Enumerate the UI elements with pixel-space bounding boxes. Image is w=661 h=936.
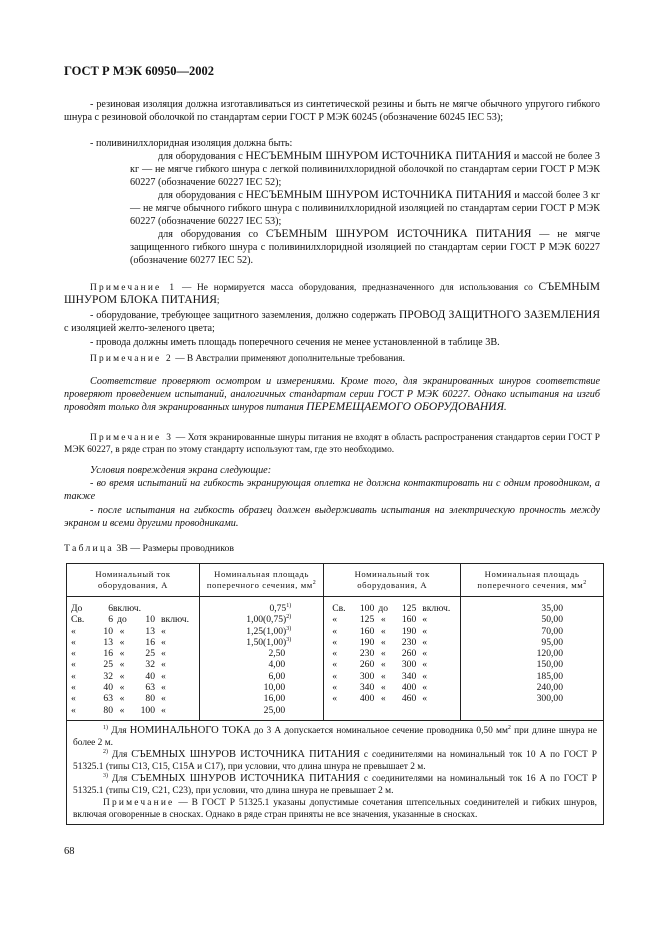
right-current-row: [332, 637, 456, 648]
table-body-row: [67, 597, 604, 721]
left-section-value: [200, 671, 323, 682]
range-prefix: До: [71, 603, 83, 614]
range-to-word: «: [380, 648, 386, 660]
range-to-word: «: [119, 648, 125, 660]
range-to: 16: [145, 636, 155, 648]
right-current-row: [332, 682, 456, 693]
table-footnotes: [67, 720, 604, 824]
range-to-word: «: [380, 693, 386, 705]
section-value-text: 120,00: [536, 648, 563, 660]
range-to-word: включ.: [113, 603, 142, 614]
range-to: 260: [401, 648, 417, 660]
section-value-text: 185,00: [536, 670, 563, 682]
range-prefix: «: [71, 693, 76, 705]
page-number: 68: [64, 846, 75, 857]
range-suffix: включ.: [422, 603, 451, 614]
right-section-value: [461, 659, 603, 670]
range-to: 300: [401, 659, 417, 671]
footnote-ref: 2): [286, 614, 292, 621]
section-value-text: 95,00: [541, 636, 563, 648]
right-section-value: [461, 637, 603, 648]
table-header-row: [67, 564, 604, 597]
section-value-text: 6,00: [268, 670, 286, 682]
range-from: 63: [103, 693, 113, 705]
right-section-value: [461, 648, 603, 659]
range-from: 260: [359, 659, 375, 671]
range-suffix: «: [422, 648, 428, 660]
range-suffix: «: [161, 648, 166, 660]
range-to-word: «: [119, 693, 125, 705]
range-suffix: «: [161, 704, 166, 716]
range-suffix: «: [161, 659, 166, 671]
range-suffix: «: [161, 636, 166, 648]
range-to: 125: [401, 603, 417, 614]
range-from: 80: [103, 704, 113, 716]
left-current-row: [71, 693, 195, 704]
section-value-text: 2,50: [268, 648, 286, 660]
right-current-row: [332, 693, 456, 704]
left-section-value: [200, 659, 323, 670]
paragraph-screen-damage: Условия повреждения экрана следующие:: [90, 465, 272, 476]
range-prefix: «: [332, 670, 338, 682]
section-value-text: 4,00: [268, 659, 286, 671]
right-section-value: [461, 626, 603, 637]
footnote-2: $^{2)}$ Для СЪЕМНЫХ ШНУРОВ ИСТОЧНИКА ПИТАНИЯ с соединителями на номинальный ток 10 А по ГОСТ Р 51325.1 (типы С13, С15, С15А и С17), при условии, что длина шнура не превышает 2 м.: [73, 748, 597, 772]
paragraph-flex-test: - во время испытаний на гибкость экранирующая оплетка не должна контактировать ни с одним проводником, а также: [64, 478, 600, 502]
range-prefix: «: [332, 659, 338, 671]
range-to: 230: [401, 636, 417, 648]
range-from: 13: [103, 636, 113, 648]
range-to: 190: [401, 625, 417, 637]
left-section-value: [200, 693, 323, 704]
right-section-column: [461, 597, 604, 721]
range-prefix: «: [332, 693, 338, 705]
range-suffix: «: [422, 614, 428, 626]
section-value-text: 240,00: [536, 682, 563, 694]
table-caption: Таблица 3В — Размеры проводников: [64, 543, 235, 554]
left-section-value: [200, 648, 323, 659]
range-suffix: «: [161, 682, 166, 694]
range-to-word: «: [380, 670, 386, 682]
range-suffix: включ.: [161, 614, 190, 626]
footnote-ref: 3): [286, 625, 292, 632]
right-current-row: [332, 648, 456, 659]
right-current-row: [332, 671, 456, 682]
range-suffix: «: [422, 693, 428, 705]
right-section-value: [461, 682, 603, 693]
range-suffix: «: [161, 670, 166, 682]
range-to-word: «: [119, 636, 125, 648]
range-prefix: «: [71, 682, 76, 694]
header-section-left: Номинальная площадь поперечного сечения, $мм^2$: [200, 564, 324, 597]
section-value-text: 10,00: [263, 682, 286, 694]
range-to-word: «: [119, 625, 125, 637]
paragraph-pvc-detachable: для оборудования со СЪЕМНЫМ ШНУРОМ ИСТОЧНИКА ПИТАНИЯ — не мягче защищенного гибкого шнура с поливинилхлоридной изоляцией по стандартам серии ГОСТ Р МЭК 60227 (обозначение 60277 IEC 52).: [130, 228, 600, 266]
range-prefix: «: [332, 682, 338, 694]
conductor-size-table: [66, 563, 604, 825]
paragraph-protective-earth: - оборудование, требующее защитного заземления, должно содержать ПРОВОД ЗАЩИТНОГО ЗАЗЕМЛЕНИЯ с изоляцией желто-зеленого цвета;: [64, 309, 601, 334]
left-section-value: [200, 614, 323, 625]
range-to-word: «: [380, 625, 386, 637]
document-header: ГОСТ Р МЭК 60950—2002: [64, 64, 214, 78]
left-section-value: [200, 637, 323, 648]
range-from: 100: [359, 603, 375, 614]
range-from: 190: [359, 636, 375, 648]
range-to-word: «: [380, 614, 386, 626]
range-to: 400: [401, 682, 417, 694]
section-value-text: 35,00: [541, 603, 563, 614]
left-current-row: [71, 682, 195, 693]
range-to-word: «: [380, 636, 386, 648]
right-current-column: [324, 597, 461, 721]
range-to: 25: [145, 648, 155, 660]
range-to-word: «: [119, 670, 125, 682]
range-from: 40: [103, 682, 113, 694]
note-1: Примечание 1 — Не нормируется масса оборудования, предназначенного для использования со СЪЕМНЫМ ШНУРОМ БЛОКА ПИТАНИЯ;: [64, 281, 600, 306]
paragraph-pvc-light: для оборудования с НЕСЪЕМНЫМ ШНУРОМ ИСТОЧНИКА ПИТАНИЯ и массой не более 3 кг — не мягче гибкого шнура с легкой поливинилхлоридной оболочкой по стандартам серии ГОСТ Р МЭК 60227 (обозначение 60227 IEC 52);: [130, 150, 601, 188]
range-prefix: Св.: [332, 603, 346, 614]
range-from: 25: [103, 659, 113, 671]
section-value-text: 1,25(1,00): [246, 625, 287, 637]
section-value-text: 150,00: [536, 659, 563, 671]
right-section-value: [461, 603, 603, 614]
left-current-row: [71, 603, 195, 614]
left-current-row: [71, 705, 195, 716]
right-current-row: [332, 626, 456, 637]
left-section-value: [200, 626, 323, 637]
header-current-right: Номинальный ток оборудования, А: [324, 564, 461, 597]
range-suffix: [155, 603, 195, 614]
range-to: 460: [401, 693, 417, 705]
range-prefix: «: [332, 648, 338, 660]
note-3: Примечание 3 — Хотя экранированные шнуры питания не входят в область распространения стандартов серии ГОСТ Р МЭК 60227, в ряде стран по этому стандарту используют там, где это необходимо.: [64, 433, 600, 455]
section-value-text: 50,00: [541, 614, 563, 626]
range-to: 13: [145, 625, 155, 637]
range-to-word: «: [380, 659, 386, 671]
left-current-row: [71, 626, 195, 637]
range-to-word: «: [119, 659, 125, 671]
range-suffix: «: [422, 659, 428, 671]
paragraph-after-flex-test: - после испытания на гибкость образец должен выдерживать испытания на электрическую прочность между экраном и всеми другими проводниками.: [64, 505, 600, 529]
range-from: 300: [359, 670, 375, 682]
footnote-1: $^{1)}$ Для НОМИНАЛЬНОГО ТОКА до 3 А допускается номинальное сечение проводника 0,50 $мм^2$ при длине шнура не более 2 м.: [73, 724, 597, 748]
range-prefix: «: [71, 648, 76, 660]
range-to-word: до: [117, 614, 127, 626]
range-prefix: «: [71, 670, 76, 682]
footnote-ref: 3): [286, 636, 292, 643]
left-current-row: [71, 671, 195, 682]
header-current-left: Номинальный ток оборудования, А: [67, 564, 200, 597]
left-section-value: [200, 682, 323, 693]
section-value-text: 1,00(0,75): [246, 614, 287, 626]
range-prefix: «: [332, 625, 338, 637]
right-current-row: [332, 614, 456, 625]
note-2: Примечание 2 — В Австралии применяют дополнительные требования.: [90, 354, 405, 364]
section-value-text: 1,50(1,00): [246, 636, 287, 648]
range-to: 80: [145, 693, 155, 705]
paragraph-pvc-insulation: - поливинилхлоридная изоляция должна быть:: [90, 138, 293, 149]
range-from: 160: [359, 625, 375, 637]
range-prefix: «: [71, 636, 76, 648]
range-to: 40: [145, 670, 155, 682]
left-current-row: [71, 648, 195, 659]
range-to: 100: [140, 704, 155, 716]
left-current-column: [67, 597, 200, 721]
left-current-row: [71, 637, 195, 648]
right-section-value: [461, 693, 603, 704]
left-current-row: [71, 659, 195, 670]
table-note: Примечание — В ГОСТ Р 51325.1 указаны допустимые сочетания штепсельных соединителей и гибких шнуров, включая оговоренные в сносках. Однако в ряде стран приняты не все значения, указанные в сносках.: [73, 797, 597, 820]
left-current-row: [71, 614, 195, 625]
right-section-value: [461, 614, 603, 625]
right-current-row: [332, 659, 456, 670]
range-to-word: «: [119, 682, 125, 694]
range-prefix: «: [332, 614, 338, 626]
range-prefix: Св.: [71, 614, 85, 626]
range-to: 32: [145, 659, 155, 671]
table-footnotes-row: [67, 720, 604, 824]
right-section-value: [461, 671, 603, 682]
section-value-text: 300,00: [536, 693, 563, 705]
range-from: 6: [108, 614, 113, 626]
range-to: 10: [145, 614, 155, 626]
range-suffix: «: [422, 682, 428, 694]
range-suffix: «: [422, 670, 428, 682]
range-from: 230: [359, 648, 375, 660]
footnote-3: $^{3)}$ Для СЪЕМНЫХ ШНУРОВ ИСТОЧНИКА ПИТАНИЯ с соединителями на номинальный ток 16 А по ГОСТ Р 51325.1 (типы С19, С21, С23), при условии, что длина шнура не превышает 2 м.: [73, 772, 597, 796]
range-prefix: «: [71, 625, 76, 637]
section-value-text: 0,75: [269, 603, 287, 614]
range-from: 400: [359, 693, 375, 705]
range-from: 125: [359, 614, 375, 626]
left-section-column: [200, 597, 324, 721]
range-to: 340: [401, 670, 417, 682]
paragraph-rubber-insulation: - резиновая изоляция должна изготавливаться из синтетической резины и быть не мягче обычного упругого гибкого шнура с резиновой оболочкой по стандартам серии ГОСТ Р МЭК 60245 (обозначение 60245 IEC 53);: [64, 99, 600, 123]
paragraph-compliance: Соответствие проверяют осмотром и измерениями. Кроме того, для экранированных шнуров соответствие проверяют проведением испытаний, аналогичных стандартам серии ГОСТ Р МЭК 60227. Однако испытания на изгиб проводят только для экранированных шнуров питания ПЕРЕМЕЩАЕМОГО ОБОРУДОВАНИЯ.: [64, 376, 600, 413]
range-to: 63: [145, 682, 155, 694]
range-prefix: «: [332, 636, 338, 648]
range-from: 340: [359, 682, 375, 694]
paragraph-wire-section: - провода должны иметь площадь поперечного сечения не менее установленной в таблице 3В.: [90, 337, 500, 348]
paragraph-pvc-ordinary: для оборудования с НЕСЪЕМНЫМ ШНУРОМ ИСТОЧНИКА ПИТАНИЯ и массой более 3 кг — не мягче обычного гибкого шнура с поливинилхлоридной изоляцией по стандартам серии ГОСТ Р МЭК 60227 (обозначение 60227 IEC 53);: [130, 189, 601, 227]
right-current-row: [332, 603, 456, 614]
range-suffix: «: [161, 693, 166, 705]
range-from: 6: [108, 603, 113, 614]
range-suffix: «: [422, 636, 428, 648]
range-from: 32: [103, 670, 113, 682]
header-section-right: Номинальная площадь поперечного сечения, $мм^2$: [461, 564, 604, 597]
range-to-word: «: [380, 682, 386, 694]
range-to: [131, 603, 155, 614]
range-from: 16: [103, 648, 113, 660]
range-from: 10: [103, 625, 113, 637]
range-to-word: «: [119, 704, 125, 716]
section-value-text: 16,00: [263, 693, 286, 705]
left-section-value: [200, 603, 323, 614]
range-prefix: «: [71, 659, 76, 671]
left-section-value: [200, 705, 323, 716]
range-to: 160: [401, 614, 417, 626]
section-value-text: 70,00: [541, 625, 563, 637]
range-suffix: «: [161, 625, 166, 637]
range-suffix: «: [422, 625, 428, 637]
footnote-ref: 1): [286, 603, 292, 609]
section-value-text: 25,00: [263, 704, 286, 716]
range-to-word: до: [378, 603, 389, 614]
range-prefix: «: [71, 704, 76, 716]
